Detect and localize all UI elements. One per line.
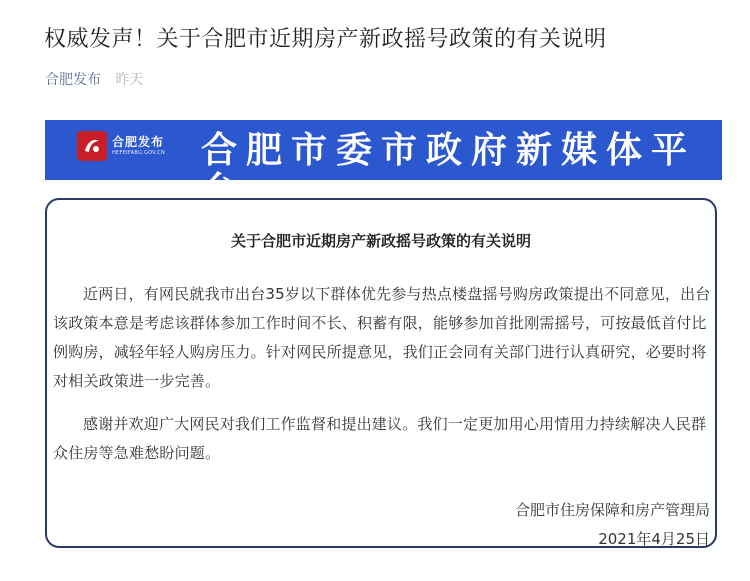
- notice-signature-block: [515, 496, 710, 554]
- header-banner-image: [45, 120, 722, 211]
- notice-title: 关于合肥市近期房产新政摇号政策的有关说明: [230, 232, 531, 250]
- publish-time: 昨天: [115, 72, 144, 88]
- logo-en-text: HEFEIFABU.GOV.CN: [112, 150, 166, 156]
- notice-box: [45, 198, 717, 548]
- notice-paragraph-2: 感谢并欢迎广大网民对我们工作监督和提出建议。我们一定更加用心用情用力持续解决人民群众住房等急难愁盼问题。: [53, 415, 707, 462]
- notice-signature: 合肥市住房保障和房产管理局: [514, 501, 710, 519]
- article-meta: [45, 69, 143, 89]
- notice-paragraph-1: 近两日，有网民就我市出台35岁以下群体优先参与热点楼盘摇号购房政策提出不同意见，出台该政策本意是考虑该群体参加工作时间不长、积蓄有限，能够参加首批刚需摇号，可按最低首付比例购房，减轻年轻人购房压力。针对网民所提意见，我们正会同有关部门进行认真研究，必要时将对相关政策进一步完善。: [53, 285, 711, 390]
- notice-date: 2021年4月25日: [598, 530, 710, 548]
- logo-cn-text: 合肥发布: [112, 135, 165, 149]
- banner-logo: [77, 131, 165, 161]
- hefei-fabu-logo-icon: [77, 131, 107, 161]
- account-name-link[interactable]: 合肥发布: [45, 72, 101, 88]
- banner-headline: 合肥市委市政府新媒体平台: [201, 129, 697, 211]
- article-title: 权威发声！关于合肥市近期房产新政摇号政策的有关说明: [44, 27, 607, 52]
